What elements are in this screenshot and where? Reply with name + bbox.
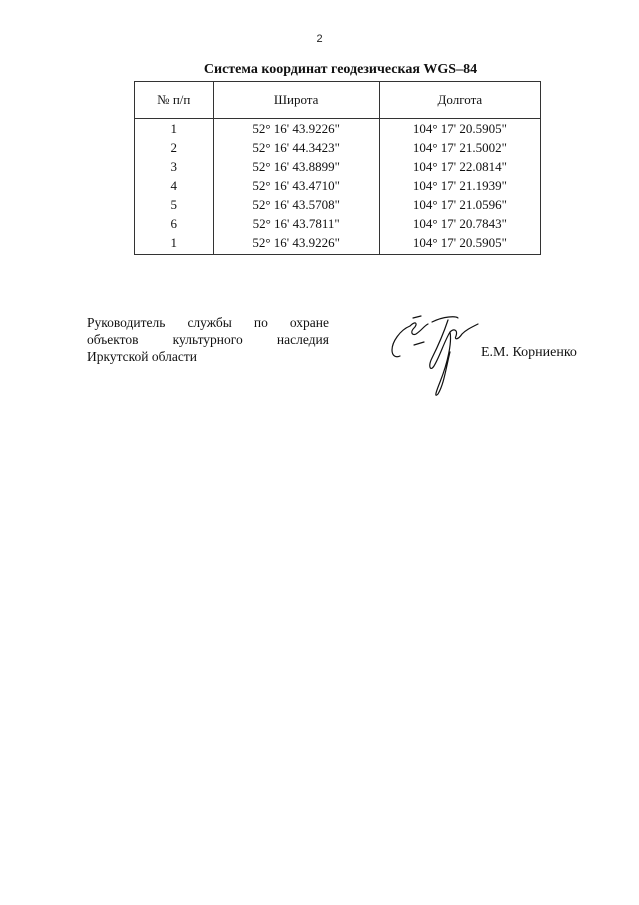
row-longitude: 104° 17' 20.7843" [379, 214, 540, 233]
row-longitude: 104° 17' 20.5905" [379, 233, 540, 255]
position-line: объектов культурного наследия [87, 332, 329, 347]
signer-position [87, 314, 329, 365]
table-header-row [135, 82, 541, 119]
table-row [135, 119, 541, 139]
table-row [135, 233, 541, 255]
row-number: 1 [135, 119, 214, 139]
row-longitude: 104° 17' 21.5002" [379, 138, 540, 157]
row-latitude: 52° 16' 43.5708" [213, 195, 379, 214]
signer-name: Е.М. Корниенко [481, 345, 577, 360]
row-number: 2 [135, 138, 214, 157]
header-longitude: Долгота [379, 82, 540, 119]
coordinates-table [134, 81, 541, 255]
row-latitude: 52° 16' 43.4710" [213, 176, 379, 195]
position-line: Иркутской области [87, 349, 198, 364]
row-longitude: 104° 17' 20.5905" [379, 119, 540, 139]
table-row [135, 138, 541, 157]
table-row [135, 176, 541, 195]
page-number: 2 [316, 33, 323, 45]
row-number: 6 [135, 214, 214, 233]
row-number: 3 [135, 157, 214, 176]
row-number: 5 [135, 195, 214, 214]
row-latitude: 52° 16' 43.8899" [213, 157, 379, 176]
row-number: 1 [135, 233, 214, 255]
row-latitude: 52° 16' 43.9226" [213, 233, 379, 255]
header-latitude: Широта [213, 82, 379, 119]
row-longitude: 104° 17' 22.0814" [379, 157, 540, 176]
row-latitude: 52° 16' 44.3423" [213, 138, 379, 157]
row-longitude: 104° 17' 21.1939" [379, 176, 540, 195]
table-row [135, 214, 541, 233]
table-row [135, 195, 541, 214]
position-line: Руководитель службы по охране [87, 315, 329, 330]
row-number: 4 [135, 176, 214, 195]
table-row [135, 157, 541, 176]
header-number: № п/п [135, 82, 214, 119]
row-longitude: 104° 17' 21.0596" [379, 195, 540, 214]
table-title: Система координат геодезическая WGS–84 [203, 62, 478, 77]
row-latitude: 52° 16' 43.7811" [213, 214, 379, 233]
row-latitude: 52° 16' 43.9226" [213, 119, 379, 139]
